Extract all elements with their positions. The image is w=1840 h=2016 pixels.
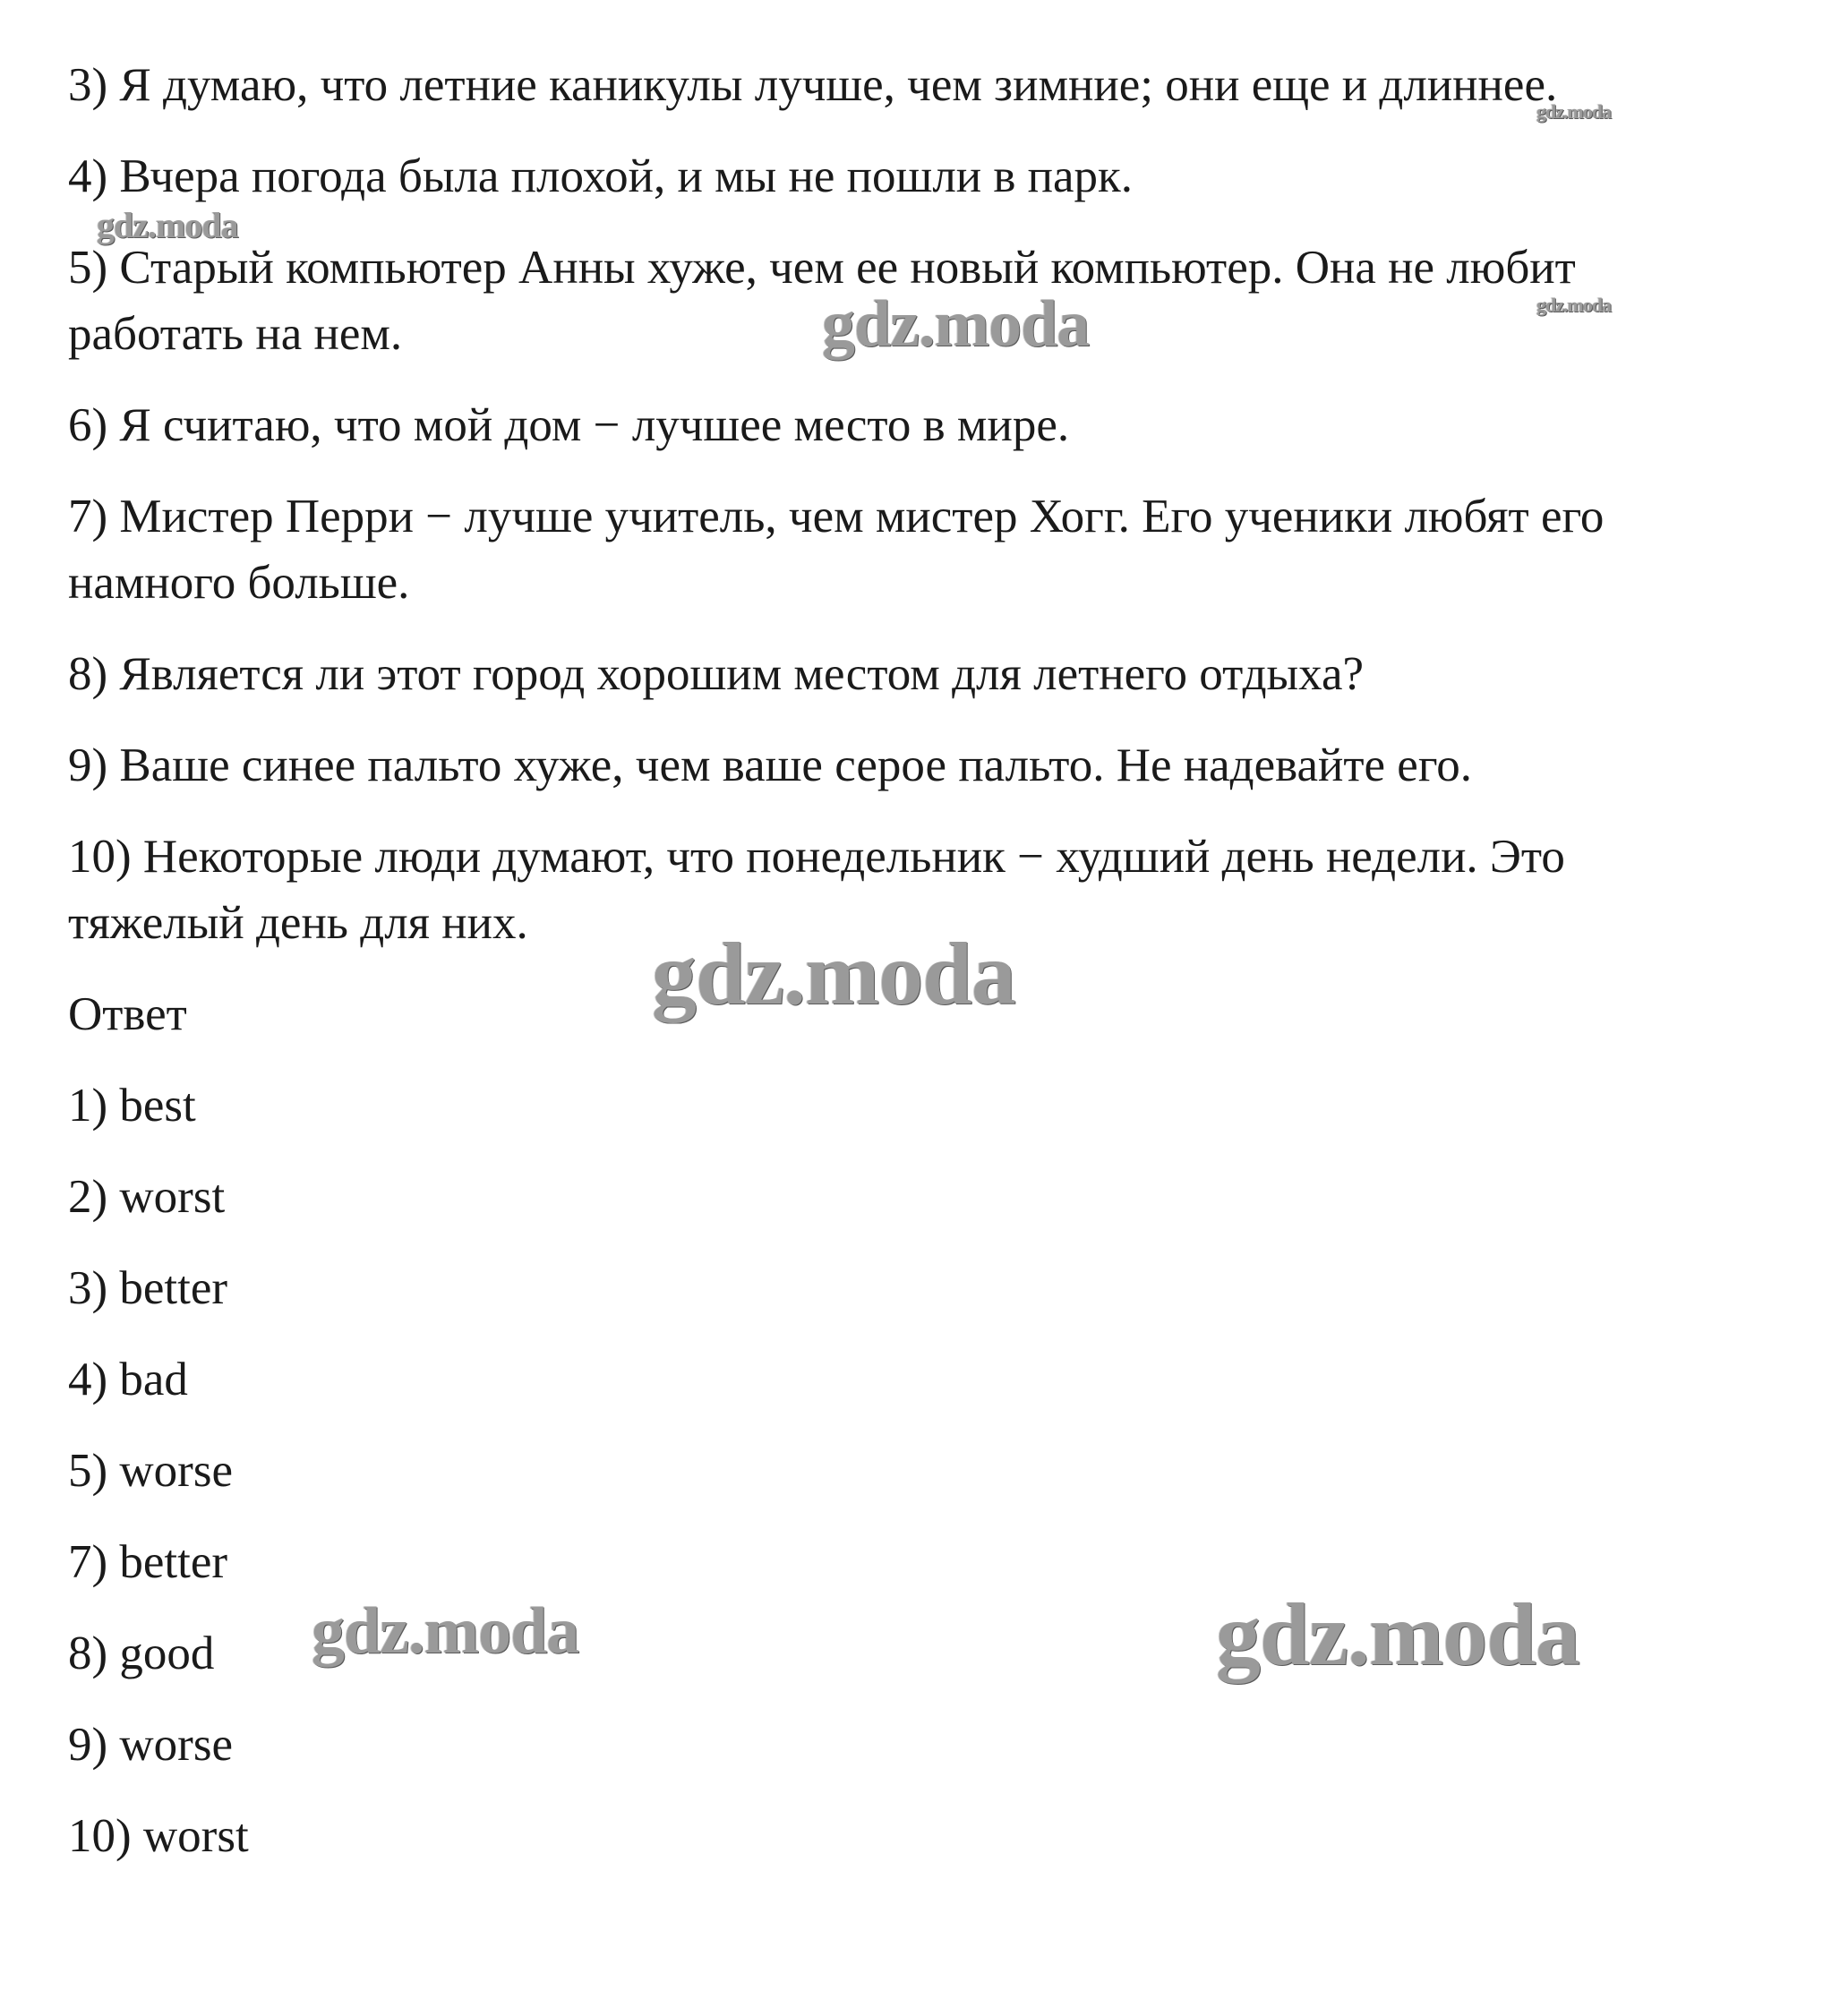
watermark: gdz.moda [312, 1594, 579, 1668]
watermark: gdz.moda [1216, 1585, 1579, 1684]
sentence-10-line-2: тяжелый день для них. [68, 897, 528, 949]
watermark: gdz.moda [1536, 294, 1612, 316]
answer-item: 4) bad [68, 1354, 188, 1405]
watermark: gdz.moda [97, 205, 238, 245]
sentence-5-line-1: 5) Старый компьютер Анны хуже, чем ее новый компьютер. Она не любит [68, 242, 1576, 294]
answer-item: 2) worst [68, 1171, 226, 1223]
answer-item: 10) worst [68, 1810, 249, 1862]
answer-item: 5) worse [68, 1445, 233, 1497]
answer-item: 8) good [68, 1627, 215, 1679]
answer-item: 1) best [68, 1080, 196, 1132]
watermark: gdz.moda [822, 287, 1090, 361]
answer-item: 9) worse [68, 1719, 233, 1771]
sentence-7-line-1: 7) Мистер Перри − лучше учитель, чем мистер Хогг. Его ученики любят его [68, 491, 1605, 542]
sentence-7-line-2: намного больше. [68, 557, 410, 609]
sentence-9: 9) Ваше синее пальто хуже, чем ваше серое пальто. Не надевайте его. [68, 739, 1473, 791]
sentence-8: 8) Является ли этот город хорошим местом для летнего отдыха? [68, 648, 1364, 700]
sentence-5-line-2: работать на нем. [68, 308, 403, 360]
sentence-3: 3) Я думаю, что летние каникулы лучше, чем зимние; они еще и длиннее. [68, 59, 1558, 111]
answer-heading: Ответ [68, 988, 187, 1040]
answer-item: 7) better [68, 1536, 228, 1588]
watermark: gdz.moda [1536, 100, 1612, 123]
sentence-4: 4) Вчера погода была плохой, и мы не пошли в парк. [68, 150, 1134, 202]
sentence-10-line-1: 10) Некоторые люди думают, что понедельник − худший день недели. Это [68, 831, 1565, 883]
answer-item: 3) better [68, 1262, 228, 1314]
sentence-6: 6) Я считаю, что мой дом − лучшее место в мире. [68, 399, 1070, 451]
watermark: gdz.moda [652, 924, 1015, 1023]
